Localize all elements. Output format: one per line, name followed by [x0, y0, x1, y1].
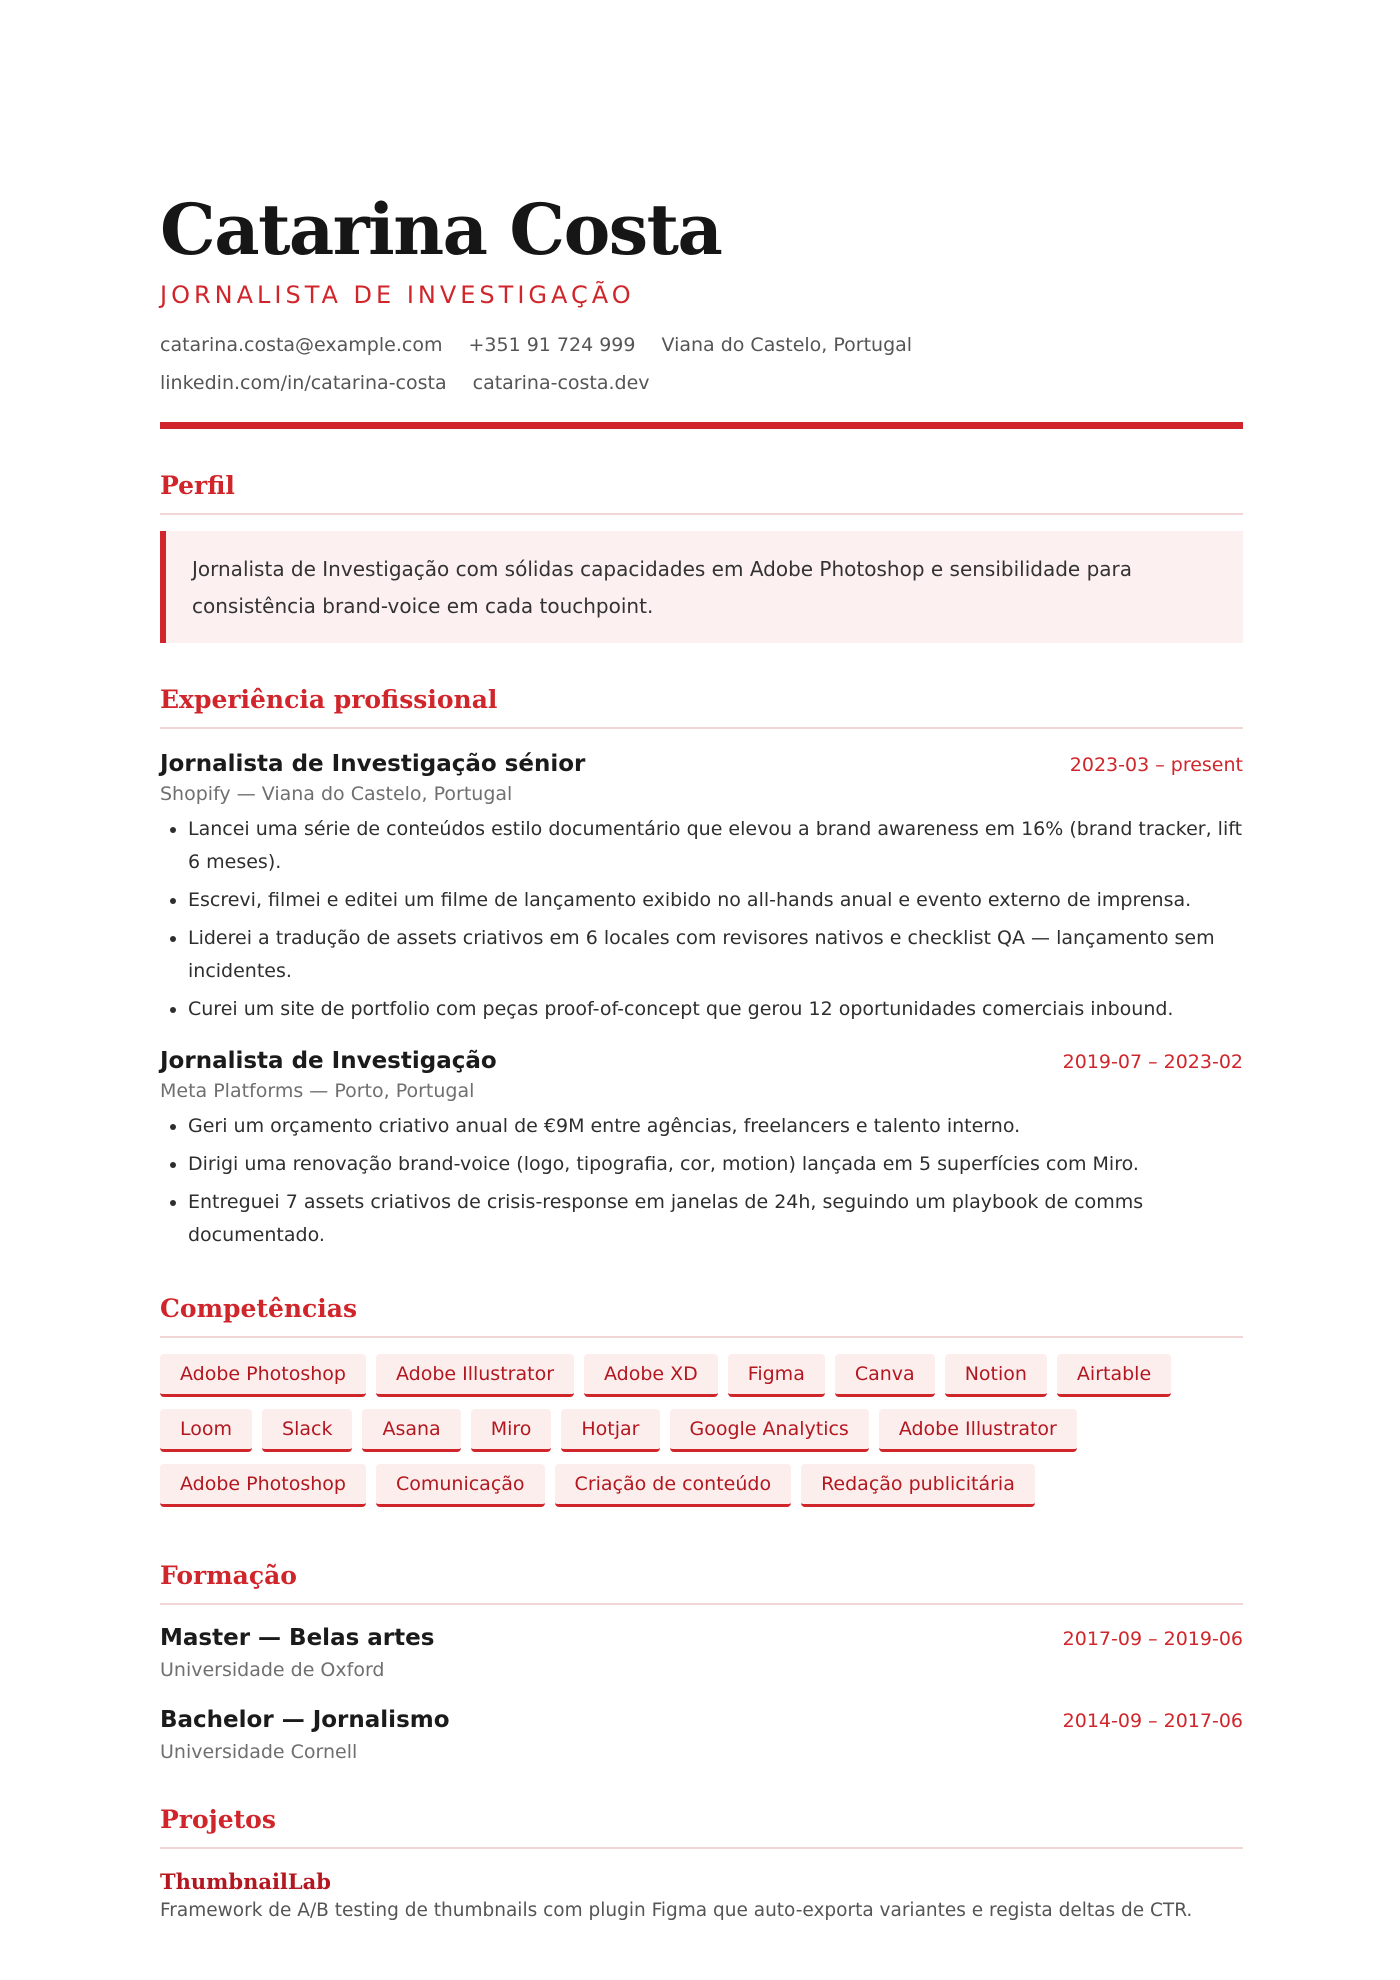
header-divider [160, 422, 1243, 429]
education-degree: Master — Belas artes [160, 1625, 435, 1651]
skill-tag: Adobe Illustrator [879, 1409, 1077, 1452]
profile-summary: Jornalista de Investigação com sólidas capacidades em Adobe Photoshop e sensibilidade para consistência brand-voice em cada touchpoint. [160, 531, 1243, 643]
education-school: Universidade de Oxford [160, 1659, 385, 1681]
project-entry [160, 1869, 1243, 1921]
skill-tag: Criação de conteúdo [555, 1464, 792, 1507]
skills-section [160, 1292, 1243, 1519]
education-dates: 2017-09 – 2019-06 [1062, 1628, 1243, 1650]
skill-tag: Google Analytics [670, 1409, 869, 1452]
education-degree: Bachelor — Jornalismo [160, 1707, 450, 1733]
skill-tag: Adobe Illustrator [376, 1354, 574, 1397]
section-title-projects: Projetos [160, 1803, 1243, 1849]
skill-tag: Adobe Photoshop [160, 1464, 366, 1507]
job-company: Meta Platforms — Porto, Portugal [160, 1080, 475, 1102]
education-school: Universidade Cornell [160, 1741, 358, 1763]
job-bullet: • Lancei uma série de conteúdos estilo documentário que elevou a brand awareness em 16% (brand tracker, lift 6 meses). [188, 813, 1243, 879]
contact-phone[interactable]: +351 91 724 999 [468, 334, 636, 356]
skill-tag: Comunicação [376, 1464, 545, 1507]
skill-tags [160, 1354, 1243, 1519]
project-name: ThumbnailLab [160, 1869, 331, 1894]
job-bullet: • Geri um orçamento criativo anual de €9M entre agências, freelancers e talento interno. [188, 1110, 1243, 1143]
contact-website[interactable]: catarina-costa.dev [472, 372, 650, 394]
section-title-skills: Competências [160, 1292, 1243, 1338]
job-company: Shopify — Viana do Castelo, Portugal [160, 783, 513, 805]
job-title: Jornalista de Investigação [160, 1048, 497, 1074]
skill-tag: Slack [262, 1409, 352, 1452]
skill-tag: Hotjar [561, 1409, 659, 1452]
job-dates: 2023-03 – present [1069, 754, 1243, 776]
job-bullet: • Dirigi uma renovação brand-voice (logo, tipografia, cor, motion) lançada em 5 superfícies com Miro. [188, 1148, 1243, 1181]
skill-tag: Adobe XD [584, 1354, 718, 1397]
education-entry [160, 1625, 1243, 1681]
candidate-name: Catarina Costa [160, 188, 722, 271]
education-entry [160, 1707, 1243, 1763]
job-bullets [160, 1110, 1243, 1252]
education-dates: 2014-09 – 2017-06 [1062, 1710, 1243, 1732]
skill-tag: Notion [945, 1354, 1047, 1397]
contact-list [160, 326, 1243, 402]
skill-tag: Asana [362, 1409, 460, 1452]
job-bullet: • Curei um site de portfolio com peças proof-of-concept que gerou 12 oportunidades comerciais inbound. [188, 993, 1243, 1026]
job-bullet: • Entreguei 7 assets criativos de crisis-response em janelas de 24h, seguindo um playbook de comms documentado. [188, 1186, 1243, 1252]
skill-tag: Airtable [1057, 1354, 1171, 1397]
job-entry [160, 751, 1243, 1026]
contact-email[interactable]: catarina.costa@example.com [160, 334, 443, 356]
job-bullets [160, 813, 1243, 1026]
job-title: Jornalista de Investigação sénior [160, 751, 586, 777]
section-title-profile: Perfil [160, 469, 1243, 515]
projects-section [160, 1803, 1243, 1921]
job-entry [160, 1048, 1243, 1252]
skill-tag: Figma [728, 1354, 825, 1397]
skill-tag: Loom [160, 1409, 252, 1452]
contact-location: Viana do Castelo, Portugal [661, 334, 913, 356]
contact-linkedin[interactable]: linkedin.com/in/catarina-costa [160, 372, 447, 394]
section-title-education: Formação [160, 1559, 1243, 1605]
experience-section [160, 683, 1243, 1252]
project-description: Framework de A/B testing de thumbnails com plugin Figma que auto-exporta variantes e regista deltas de CTR. [160, 1900, 1193, 1921]
job-dates: 2019-07 – 2023-02 [1062, 1051, 1243, 1073]
skill-tag: Canva [835, 1354, 935, 1397]
profile-section [160, 469, 1243, 643]
section-title-experience: Experiência profissional [160, 683, 1243, 729]
skill-tag: Redação publicitária [801, 1464, 1035, 1507]
job-bullet: • Escrevi, filmei e editei um filme de lançamento exibido no all-hands anual e evento externo de imprensa. [188, 884, 1243, 917]
skill-tag: Adobe Photoshop [160, 1354, 366, 1397]
education-section [160, 1559, 1243, 1763]
candidate-role: JORNALISTA DE INVESTIGAÇÃO [160, 281, 635, 309]
job-bullet: • Liderei a tradução de assets criativos em 6 locales com revisores nativos e checklist QA — lançamento sem incidentes. [188, 922, 1243, 988]
skill-tag: Miro [471, 1409, 552, 1452]
resume-content [160, 186, 1243, 1921]
